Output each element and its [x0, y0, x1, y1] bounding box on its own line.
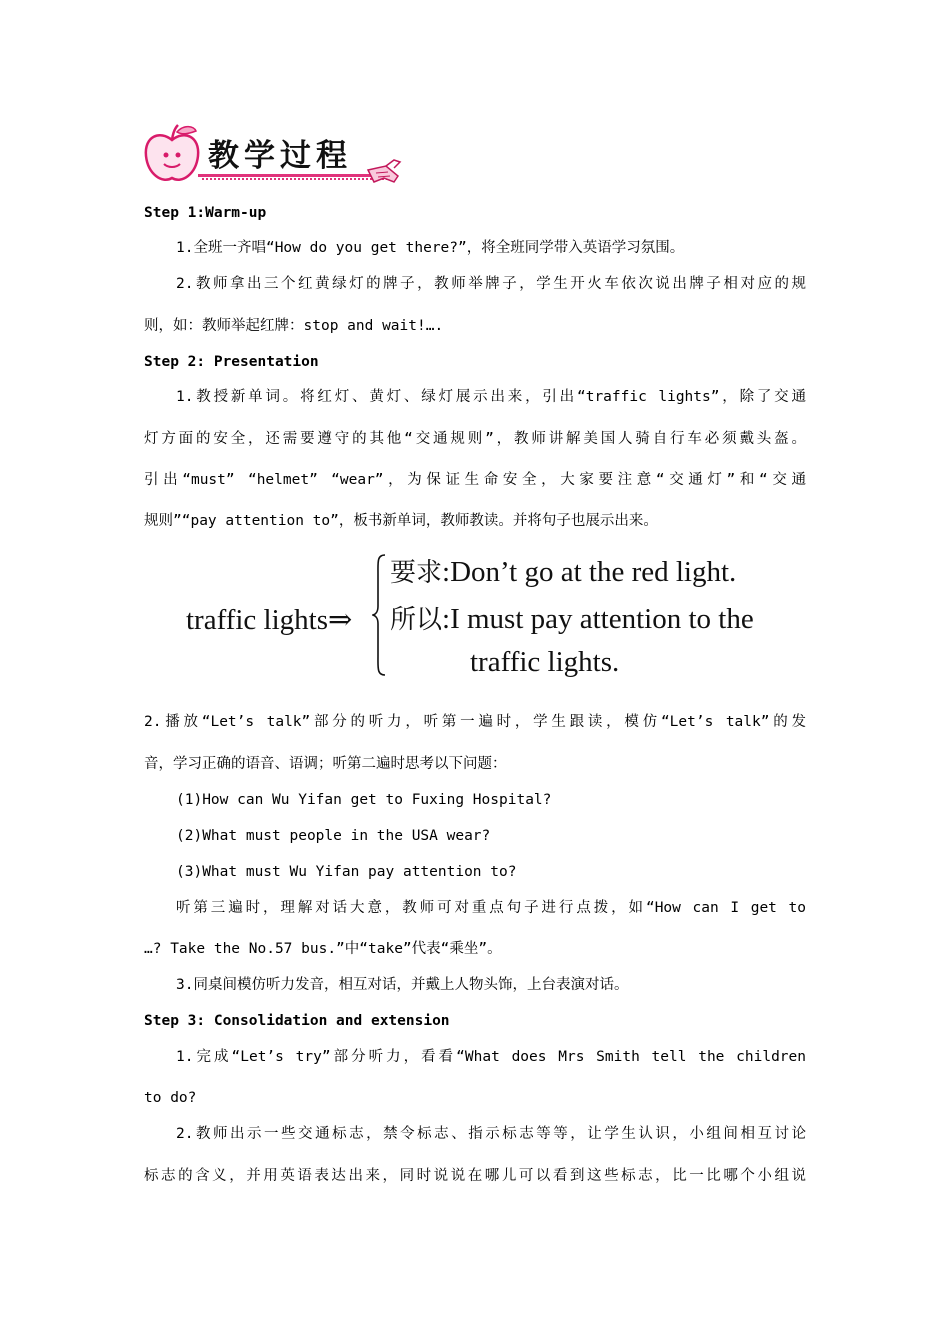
curly-brace [372, 554, 386, 676]
figure-row-3 [470, 646, 619, 679]
banner-underline [198, 174, 374, 177]
apple-icon [142, 122, 202, 190]
paragraph-line: 1.教授新单词。将红灯、黄灯、绿灯展示出来，引出“traffic lights”，除了交通 [176, 389, 806, 405]
pointing-hand-icon [364, 156, 404, 190]
figure-left-label: traffic lights⇒ [186, 604, 353, 636]
traffic-lights-figure [186, 546, 816, 686]
figure-row-1-text: Don’t go at the red light. [450, 556, 737, 588]
figure-row-2-key: 所以 [390, 605, 443, 635]
figure-row-2-colon: : [442, 603, 451, 635]
figure-row-3-text: traffic lights. [470, 646, 620, 678]
paragraph-line: to do? [144, 1090, 197, 1106]
paragraph-line: 1.全班一齐唱“How do you get there?”，将全班同学带入英语学习氛围。 [176, 240, 685, 256]
paragraph-line: 3.同桌间模仿听力发音，相互对话，并戴上人物头饰，上台表演对话。 [176, 977, 629, 993]
paragraph-line: 标志的含义，并用英语表达出来，同时说说在哪儿可以看到这些标志，比一比哪个小组说 [144, 1168, 806, 1184]
paragraph-line: 1.完成“Let’s try”部分听力，看看“What does Mrs Smith tell the children [176, 1049, 806, 1065]
paragraph-line: 规则”“pay attention to”，板书新单词，教师教读。并将句子也展示出来。 [144, 513, 658, 529]
step-3-heading: Step 3: Consolidation and extension [144, 1013, 450, 1029]
question-1: (1)How can Wu Yifan get to Fuxing Hospital? [176, 792, 552, 808]
section-banner [142, 122, 404, 190]
paragraph-line: 2.教师出示一些交通标志，禁令标志、指示标志等等，让学生认识，小组间相互讨论 [176, 1126, 806, 1142]
paragraph-line: …? Take the No.57 bus.”中“take”代表“乘坐”。 [144, 941, 502, 957]
figure-row-1 [390, 552, 736, 589]
banner-title: 教学过程 [208, 138, 352, 174]
paragraph-line: 引出“must” “helmet” “wear”，为保证生命安全，大家要注意“交通灯”和“交通 [144, 472, 806, 488]
step-2-heading: Step 2: Presentation [144, 354, 319, 370]
step-1-heading: Step 1:Warm-up [144, 205, 267, 221]
paragraph-line: 2.教师拿出三个红黄绿灯的牌子，教师举牌子，学生开火车依次说出牌子相对应的规 [176, 276, 806, 292]
figure-row-1-colon: : [442, 556, 451, 588]
question-3: (3)What must Wu Yifan pay attention to? [176, 864, 517, 880]
paragraph-line: 灯方面的安全，还需要遵守的其他“交通规则”，教师讲解美国人骑自行车必须戴头盔。 [144, 431, 806, 447]
figure-row-2-text: I must pay attention to the [450, 603, 754, 635]
paragraph-line: 听第三遍时，理解对话大意，教师可对重点句子进行点拨，如“How can I get to [176, 900, 806, 916]
question-2: (2)What must people in the USA wear? [176, 828, 491, 844]
paragraph-line: 音，学习正确的语音、语调；听第二遍时思考以下问题： [144, 756, 507, 772]
figure-row-1-key: 要求 [390, 558, 443, 588]
paragraph-line: 则，如：教师举起红牌：stop and wait!…. [144, 318, 444, 334]
figure-row-2 [390, 599, 754, 636]
paragraph-line: 2.播放“Let’s talk”部分的听力，听第一遍时，学生跟读，模仿“Let’s talk”的发 [144, 714, 806, 730]
